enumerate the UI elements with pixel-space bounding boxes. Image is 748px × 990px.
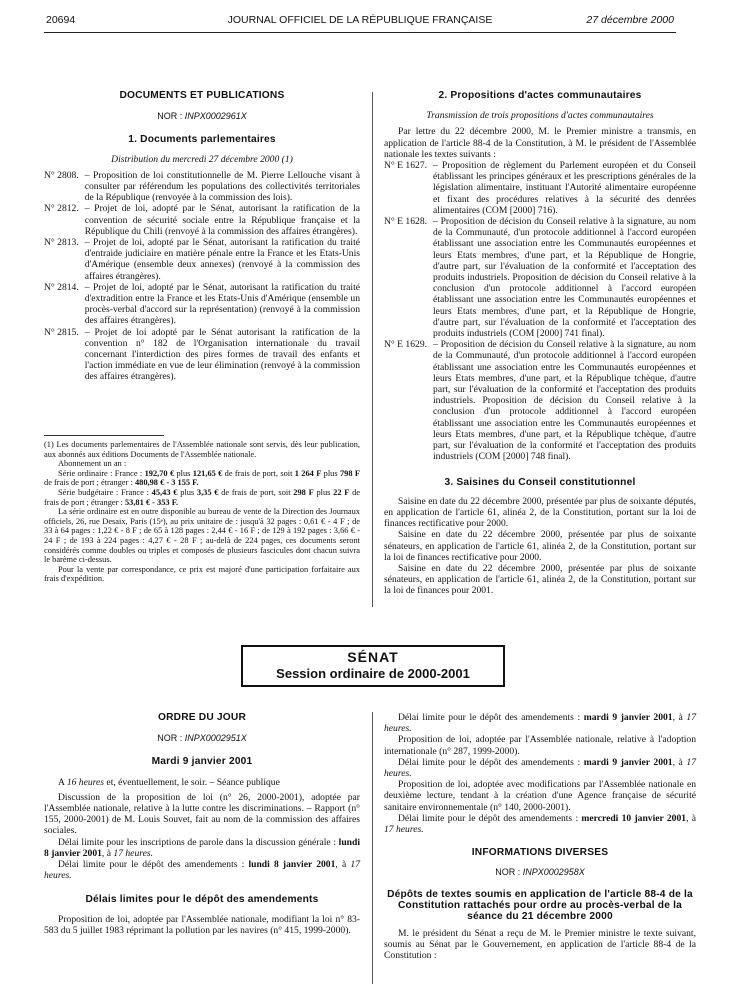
nor-code: INPX0002958X <box>522 867 585 878</box>
item-text: – Proposition de décision du Conseil relative à la signature, au nom de la Communauté, d'un protocole additionnel à l'accord européen établissant une association entre les Communautés européennes et leurs Etats membres, d'une part, et la République tchèque, d'autre part, sur l'évaluation de la conformité et l'acceptation des produits industriels. Proposition de décision du Conseil relative à la conclusion d'un protocole additionnel à l'accord européen établissant une association entre les Communautés européennes et leurs Etats membres, d'une part, et la République tchèque, d'autre part, sur l'évaluation de la conformité et l'acceptation des produits industriels (COM [2000] 748 final). <box>433 339 696 463</box>
senat-title: SÉNAT <box>347 649 399 665</box>
delai-amendements: Délai limite pour le dépôt des amendements : lundi 8 janvier 2001, à 17 heures. <box>44 859 360 882</box>
item-number: N° 2813. <box>44 237 79 249</box>
informations-title: INFORMATIONS DIVERSES <box>471 847 609 859</box>
footnote-p4: Série budgétaire : France : 45,43 € plus 3,35 € de frais de port, soit 298 F plus 22 F de frais de port ; étranger : 53,81 € - 353 F. <box>44 487 361 507</box>
item-number: N° E 1628. <box>384 216 428 228</box>
nor-line <box>384 867 696 878</box>
nor-label: NOR : <box>495 867 521 878</box>
item-text: – Projet de loi, adopté par le Sénat, autorisant la ratification du traité d'extradition entre la France et les Etats-Unis d'Amérique (ensemble un procès-verbal d'accord sur la représentation) (renvoyé à la commission des affaires étrangères). <box>84 281 360 327</box>
item-text: – Proposition de règlement du Parlement européen et du Conseil établissant les principes généraux et les prescriptions générales de la législation alimentaire, instituant l'Autorité alimentaire européenne et fixant des procédures relatives à la sécurité des denrées alimentaires (COM [2000] 716). <box>433 160 696 216</box>
item-number: N° 2814. <box>44 281 79 293</box>
pollution-paragraph: Proposition de loi, adoptée par l'Assemblée nationale, modifiant la loi n° 83-583 du 5 juillet 1983 réprimant la pollution par les navires (n° 415, 1999-2000). <box>44 913 360 936</box>
senat-subtitle: Session ordinaire de 2000-2001 <box>276 666 470 681</box>
footnote-p6: Pour la vente par correspondance, ce prix est majoré d'une participation forfaitaire aux frais d'expédition. <box>44 564 360 584</box>
final-paragraph: M. le président du Sénat a reçu de M. le Premier ministre le texte suivant, soumis au Sénat par le Gouvernement, en application de l'article 88-4 de la Constitution : <box>384 927 696 962</box>
delai-line: Délai limite pour le dépôt des amendements : mardi 9 janvier 2001, à 17 heures. <box>384 712 696 735</box>
nor-line <box>44 733 360 744</box>
header-rule <box>44 32 676 33</box>
documents-column <box>44 90 360 383</box>
item-text: – Projet de loi adopté par le Sénat autorisant la ratification de la convention n° 182 de l'Organisation internationale du travail concernant l'interdiction des pires formes de travail des enfants et l'action immédiate en vue de leur élimination (renvoyé à la commission des affaires étrangères). <box>84 326 360 383</box>
delais-title: Délais limites pour le dépôt des amendements <box>85 894 319 906</box>
item-text: – Proposition de décision du Conseil relative à la signature, au nom de la Communauté, d'un protocole additionnel à l'accord européen établissant une association entre les Communautés européennes et leurs Etats membres, d'une part, et la République de Hongrie, d'autre part, sur l'évaluation de la conformité et l'acceptation des produits industriels. Proposition de décision du Conseil relative à la conclusion d'un protocole additionnel à l'accord européen établissant une association entre les Communautés européennes et leurs Etats membres, d'une part, et la République de Hongrie, d'autre part, sur l'évaluation de la conformité et l'acceptation des produits industriels (COM [2000] 741 final). <box>433 216 696 340</box>
footnote-block <box>44 433 360 584</box>
footnote-rule <box>44 435 164 436</box>
footnote-p2: Abonnement un an : <box>58 459 127 469</box>
item-number: N° 2808. <box>44 169 79 181</box>
adoption-paragraph: Proposition de loi, adoptée par l'Assemblée nationale, relative à l'adoption internationale (n° 287, 1999-2000). <box>384 734 696 757</box>
saisine-paragraph: Saisine en date du 22 décembre 2000, présentée par plus de soixante députés, en application de l'article 61, alinéa 2, de la Constitution, portant sur la loi de finances rectificative pour 2000. <box>384 495 696 530</box>
journal-title: JOURNAL OFFICIEL DE LA RÉPUBLIQUE FRANÇAISE <box>227 14 493 26</box>
document-item <box>44 237 360 282</box>
communautaires-column <box>384 90 696 597</box>
distribution-line: Distribution du mercredi 27 décembre 2000 (1) <box>111 153 293 165</box>
section-title-documents: DOCUMENTS ET PUBLICATIONS <box>119 90 285 101</box>
issue-date: 27 décembre 2000 <box>586 14 674 26</box>
footnote-p5: La série ordinaire est en outre disponible au bureau de vente de la Direction des Journaux officiels, 26, rue Desaix, Paris (15ᵉ), au prix unitaire de : jusqu'à 32 pages : 0,61 € - 4 F ; de 33 à 64 pages : 1,22 € - 8 F ; de 65 à 128 pages : 2,44 € - 16 F ; de 129 à 192 pages : 3,66 € - 24 F ; de 193 à 224 pages : 4,27 € - 28 F ; au-delà de 224 pages, ces documents seront considérés comme doubles ou triples et composés de plusieurs fascicules dont chacun suivra le barème ci-dessus. <box>44 507 360 565</box>
item-number: N° E 1627. <box>384 160 428 172</box>
column-divider-bottom <box>372 712 373 984</box>
document-item <box>44 282 360 327</box>
subsection-title-parlementaires: 1. Documents parlementaires <box>128 134 276 146</box>
saisine-paragraph: Saisine en date du 22 décembre 2000, présentée par plus de soixante sénateurs, en application de l'article 61, alinéa 2, de la Constitution, portant sur la loi de finances pour 2001. <box>384 562 696 597</box>
saisine-paragraph: Saisine en date du 22 décembre 2000, présentée par plus de soixante sénateurs, en application de l'article 61, alinéa 2, de la Constitution, portant sur la loi de finances rectificative pour 2000. <box>384 529 696 563</box>
acte-item <box>384 216 696 339</box>
depots-title: Dépôts de textes soumis en application de l'article 88-4 de la Constitution rattachés pour ordre au procès-verbal de la séance du 21 décembre 2000 <box>387 888 693 922</box>
agence-paragraph: Proposition de loi, adoptée avec modifications par l'Assemblée nationale en deuxième lecture, tendant à la création d'une Agence française de sécurité sanitaire environnementale (n° 140, 2000-2001). <box>384 779 696 813</box>
section-title-propositions: 2. Propositions d'actes communautaires <box>438 90 642 101</box>
item-text: – Proposition de loi constitutionnelle de M. Pierre Lellouche visant à consulter par référendum les populations des collectivités territoriales de la République (renvoyée à la commission des lois). <box>84 169 360 204</box>
footnote-p3: Série ordinaire : France : 192,70 € plus 121,65 € de frais de port, soit 1 264 F plus 798 F de frais de port ; étranger : 480,98 € - 3 155 F. <box>44 468 360 488</box>
transmission-line: Transmission de trois propositions d'actes communautaires <box>426 110 654 122</box>
delai-line: Délai limite pour le dépôt des amendements : mardi 9 janvier 2001, à 17 heures. <box>384 756 696 780</box>
acte-item <box>384 160 696 216</box>
item-text: – Projet de loi, adopté par le Sénat, autorisant la ratification de la convention de sécurité sociale entre la République française et la République du Chili (renvoyé à la commission des affaires étrangères). <box>84 203 360 237</box>
document-item <box>44 170 360 204</box>
ordre-du-jour-column <box>44 712 360 936</box>
nor-label: NOR : <box>157 111 183 122</box>
document-item <box>44 203 360 237</box>
informations-column <box>384 712 696 961</box>
footnote-p1: (1) Les documents parlementaires de l'Assemblée nationale sont servis, dès leur publication, aux abonnés aux éditions Documents de l'Assemblée nationale. <box>44 440 360 459</box>
column-divider-top <box>372 92 373 607</box>
senat-heading-box <box>241 645 505 687</box>
ordre-title: ORDRE DU JOUR <box>157 712 247 723</box>
delai-inscriptions: Délai limite pour les inscriptions de parole dans la discussion générale : lundi 8 janvier 2001, à 17 heures. <box>44 836 360 859</box>
item-number: N° 2815. <box>44 326 79 338</box>
nor-line <box>44 111 360 122</box>
nor-code: INPX0002961X <box>184 111 247 122</box>
page-number: 20694 <box>46 14 76 26</box>
date-title: Mardi 9 janvier 2001 <box>151 756 253 768</box>
running-header <box>46 14 674 30</box>
section-title-saisines: 3. Saisines du Conseil constitutionnel <box>444 476 636 488</box>
item-number: N° E 1629. <box>384 339 428 351</box>
delai-line: Délai limite pour le dépôt des amendements : mercredi 10 janvier 2001, à 17 heures. <box>384 812 697 836</box>
item-text: – Projet de loi, adopté par le Sénat, autorisant la ratification du traité d'entraide judiciaire en matière pénale entre la France et les Etats-Unis d'Amérique (ensemble deux annexes) (renvoyé à la commission des affaires étrangères). <box>84 237 360 282</box>
document-item <box>44 327 360 383</box>
intro-paragraph: Par lettre du 22 décembre 2000, M. le Premier ministre a transmis, en application de l'article 88-4 de la Constitution, à M. le président de l'Assemblée nationale les textes suivants : <box>384 126 696 160</box>
discussion-paragraph: Discussion de la proposition de loi (n° 26, 2000-2001), adoptée par l'Assemblée nationale, relative à la lutte contre les discriminations. – Rapport (n° 155, 2000-2001) de M. Louis Souvet, fait au nom de la commission des affaires sociales. <box>44 791 360 837</box>
item-number: N° 2812. <box>44 203 79 215</box>
nor-label: NOR : <box>157 733 183 744</box>
acte-item <box>384 339 696 462</box>
nor-code: INPX0002951X <box>184 733 247 744</box>
seance-line: A 16 heures et, éventuellement, le soir. – Séance publique <box>58 776 280 788</box>
